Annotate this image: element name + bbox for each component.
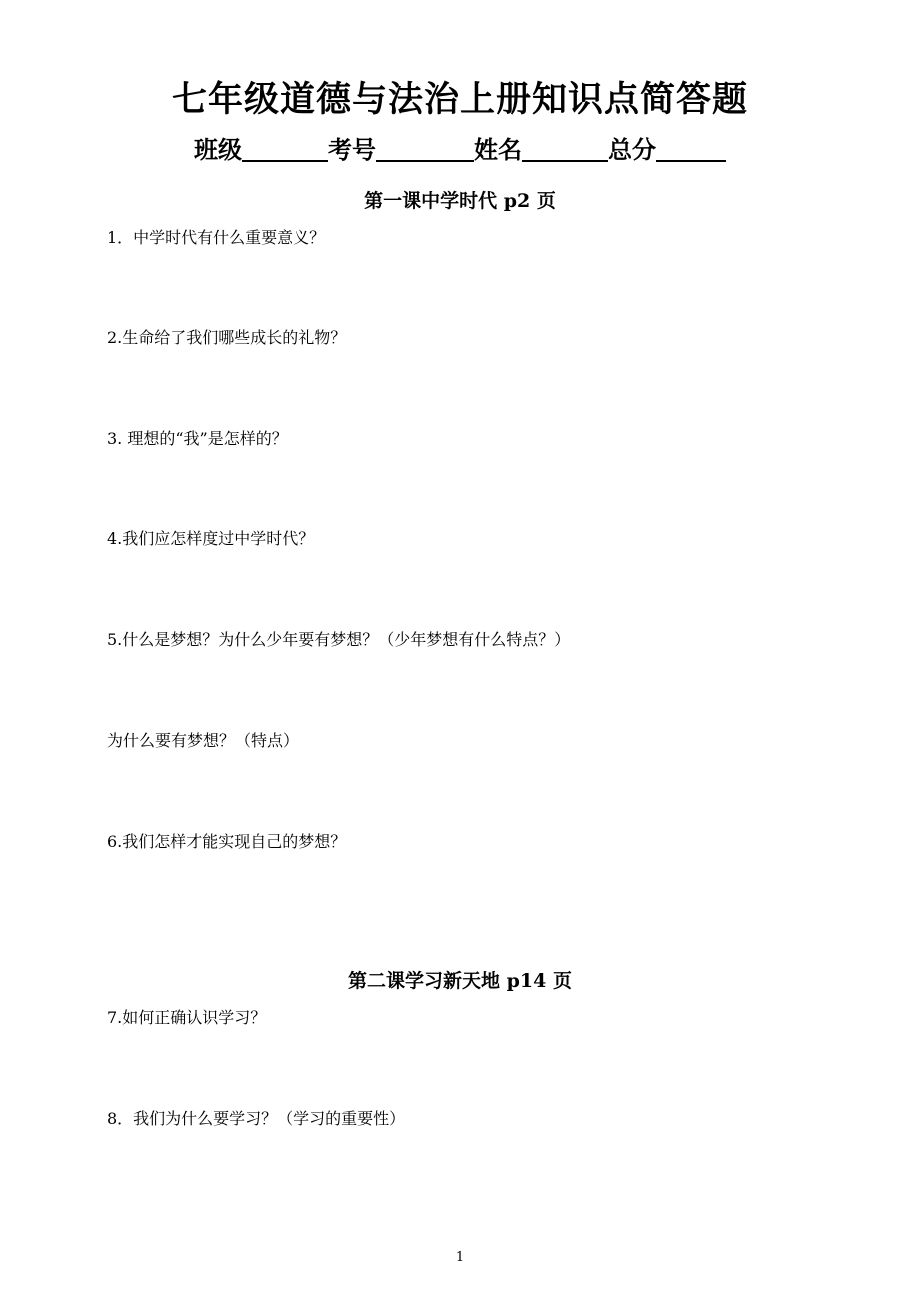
class-blank: [242, 138, 328, 162]
exam-no-blank: [376, 138, 474, 162]
page-number: 1: [455, 1250, 465, 1265]
class-label: 班级: [194, 136, 242, 164]
page-title: 七年级道德与法治上册知识点简答题: [171, 80, 748, 120]
question-5: 5.什么是梦想？为什么少年要有梦想？（少年梦想有什么特点？）: [107, 630, 571, 649]
section-heading-lesson-2: 第二课学习新天地 p14 页: [348, 970, 572, 992]
student-info-line: [0, 130, 920, 165]
question-3: 3. 理想的“我”是怎样的？: [107, 429, 288, 448]
exam-no-label: 考号: [328, 136, 376, 164]
question-4: 4.我们应怎样度过中学时代？: [107, 529, 315, 548]
score-blank: [656, 138, 726, 162]
score-label: 总分: [608, 136, 656, 164]
question-8: 8．我们为什么要学习？（学习的重要性）: [107, 1109, 406, 1128]
section-heading-lesson-1: 第一课中学时代 p2 页: [364, 190, 556, 212]
question-1: 1．中学时代有什么重要意义？: [107, 228, 326, 247]
name-blank: [522, 138, 608, 162]
question-7: 7.如何正确认识学习？: [107, 1008, 267, 1027]
question-6: 6.我们怎样才能实现自己的梦想？: [107, 832, 347, 851]
question-5-sub: 为什么要有梦想？（特点）: [107, 731, 300, 750]
name-label: 姓名: [474, 136, 522, 164]
question-2: 2.生命给了我们哪些成长的礼物？: [107, 328, 347, 347]
